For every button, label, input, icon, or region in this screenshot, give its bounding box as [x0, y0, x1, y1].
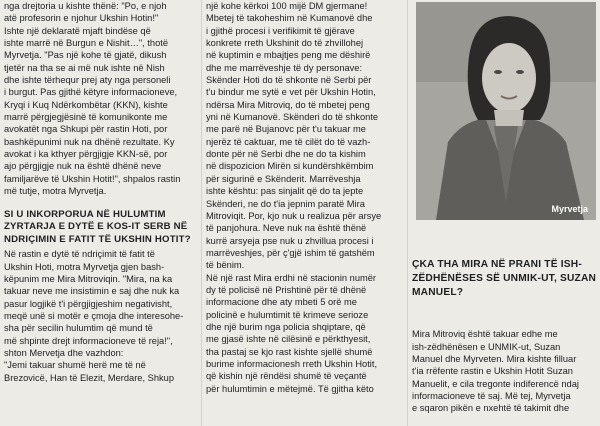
text-line: i burgut. Pas gjithë këtyre informacioneve,: [4, 87, 178, 98]
subheading-line: MANUEL?: [412, 286, 464, 298]
paragraph: [4, 248, 197, 384]
text-line: pasur logjikë t'i përgjigjeshim negativisht,: [4, 298, 173, 309]
text-line: atë profesorin e njohur Ukshin Hotin!": [4, 13, 159, 24]
text-line: për hulumtimin e mëtejmë. Të gjitha këto: [206, 383, 374, 394]
text-line: në dispozicion Mirën si kundërshkëmbim: [206, 161, 374, 172]
text-line: donte për në Serbi dhe ne do ta kishim: [206, 149, 366, 160]
text-line: i gjithë procesi i verifikimit të gjërave: [206, 25, 355, 36]
text-line: ishte marrë në Burgun e Nishit…", thotë: [4, 38, 169, 49]
text-line: bashkëpunimi nuk na dhënë rezultate. Ky: [4, 136, 175, 147]
text-line: informacione dhe aty mbeti 5 orë me: [206, 297, 357, 308]
text-line: tjetër na tha se ai më nuk ishte në Nish: [4, 62, 165, 73]
text-line: më shpinte drejt informacioneve të reja!",: [4, 335, 173, 346]
text-line: Myrvetja. "Pas një kohe të gjatë, dikush: [4, 50, 167, 61]
text-line: kurrë arsyeja pse nuk u zhvillua procesi i: [206, 235, 374, 246]
text-line: Ishte një deklaratë mjaft bindëse që: [4, 25, 151, 36]
portrait-illustration: [416, 2, 596, 220]
section-subheading: [412, 258, 598, 299]
section-subheading: [4, 209, 197, 247]
text-line: dy të policisë në Prishtinë për të dhënë: [206, 284, 367, 295]
article-column-1: [4, 0, 197, 384]
text-line: dhe ishte tërhequr prej aty nga personeli: [4, 75, 171, 86]
article-column-2: [206, 0, 402, 395]
subheading-line: ZËDHËNËSES SË UNMIK-UT, SUZAN: [412, 272, 597, 284]
subheading-line: ZYRTARJA E DYTË E KOS-IT SERB NË: [4, 221, 188, 233]
text-line: Në rastin e dytë të ndriçimit të fatit të: [4, 249, 155, 260]
text-line: Manuelit, e cila tregonte indiferencë ndaj: [412, 378, 579, 389]
text-line: ajo përgjigje nuk na është dhënë neve: [4, 161, 162, 172]
text-line: shton Mervetja dhe vazhdon:: [4, 348, 124, 359]
text-line: sha për secilin hulumtim që mund të: [4, 323, 153, 334]
paragraph: [4, 0, 197, 198]
text-line: Manuel dhe Myrveten. Mira kishte filluar: [412, 354, 577, 365]
text-line: ish-zëdhënësen e UNMIK-ut, Suzan: [412, 341, 561, 352]
text-line: Skënder Hoti do të shkonte në Serbi për: [206, 75, 372, 86]
text-line: me gjasë ishte në cilësinë e përkthyesit,: [206, 334, 371, 345]
article-column-3: [412, 0, 598, 415]
text-line: Brezovicë, Han të Elezit, Merdare, Shkup: [4, 372, 175, 383]
text-line: dhe me marrëveshje të dy personave:: [206, 62, 363, 73]
text-line: më tutje, motra Myrvetja.: [4, 186, 107, 197]
text-line: Mira Mitroviq është takuar edhe me: [412, 329, 558, 340]
text-line: në kuptimin e mbajtjes peng me dëshirë: [206, 50, 371, 61]
text-line: Ukshin Hoti, motra Myrvetja gjen bash-: [4, 261, 165, 272]
text-line: tha pastaj se kjo rast kishte sjellë shumë: [206, 346, 373, 357]
text-line: këpunim me Mira Mitroviqin. "Mira, na ka: [4, 273, 173, 284]
text-line: marrëveshjes, për ç'gjë ishim të gatshëm: [206, 247, 375, 258]
text-line: burime informacionesh rreth Ukshin Hotit,: [206, 358, 378, 369]
text-line: të bënim.: [206, 260, 245, 271]
text-line: t'ia rrëfente rastin e Ukshin Hotit Suzan: [412, 366, 573, 377]
text-line: ndërsa Mira Mitroviq, do të mbetej peng: [206, 99, 370, 110]
text-line: avokatët nga Shkupi për rastin Hoti, por: [4, 124, 168, 135]
text-line: dhe një burim nga policia shqiptare, që: [206, 321, 366, 332]
subheading-line: NDRIÇIMIN E FATIT TË UKSHIN HOTIT?: [4, 233, 191, 245]
text-line: për sigurinë e Skënderit. Marrëveshja: [206, 173, 361, 184]
text-line: e sqaron pikën e nxehtë të takimit dhe: [412, 403, 570, 414]
text-line: Në një rast Mira erdhi në stacionin numër: [206, 272, 377, 283]
text-line: policinë e hulumtimit të krimeve serioze: [206, 309, 369, 320]
text-line: një kohe kërkoi 100 mijë DM gjermane!: [206, 1, 368, 11]
text-line: Mbetej të takoheshim në Kumanovë dhe: [206, 13, 373, 24]
text-line: informacioneve të saj. Më tej, Myrvetja: [412, 391, 571, 402]
text-line: të panjohura. Neve nuk na është thënë: [206, 223, 367, 234]
text-line: nga drejtoria u kishte thënë: "Po, e njoh: [4, 1, 167, 11]
text-line: konkrete rreth Ukshinit do të zhvillohej: [206, 38, 364, 49]
column-divider: [201, 0, 202, 426]
text-line: Skënderi, ne do t'ia jepnim paratë Mira: [206, 198, 365, 209]
photo-caption: Myrvetja: [551, 203, 588, 214]
column-divider: [407, 0, 408, 426]
text-line: ishte kështu: pas sinjalit që do ta jepte: [206, 186, 364, 197]
paragraph: [412, 328, 598, 414]
text-line: t'u bindur me sytë e vet për Ukshin Hotin,: [206, 87, 376, 98]
text-line: njerëz të caktuar, me të cilët do të vazh-: [206, 136, 371, 147]
text-line: familjarëve të Ukshin Hotit!", shpalos rastin: [4, 173, 181, 184]
text-line: marrë përgjegjësinë të komunikonte me: [4, 112, 168, 123]
text-line: që kishin një rëndësi shumë të veçantë: [206, 371, 367, 382]
text-line: avokat i ka kthyer përgjigje KKN-së, por: [4, 149, 168, 160]
subheading-line: ÇKA THA MIRA NË PRANI TË ISH-: [412, 259, 582, 270]
text-line: Mitroviqit. Por, kjo nuk u realizua për arsye: [206, 210, 382, 221]
text-line: takuar neve me insistimin e saj dhe nuk ka: [4, 286, 180, 297]
text-line: yni në Kumanovë. Skënderi do të shkonte: [206, 112, 379, 123]
text-line: me parë në Bujanovc për t'u takuar me: [206, 124, 366, 135]
text-line: "Jemi takuar shumë herë me të në: [4, 360, 146, 371]
text-line: meqë unë si motër e çmoja dhe interesohe-: [4, 311, 184, 321]
text-line: Kryqi i Kuq Ndërkombëtar (KKN), kishte: [4, 99, 168, 110]
portrait-photo: [416, 2, 596, 220]
subheading-line: SI U INKORPORUA NË HULUMTIM: [4, 208, 166, 220]
